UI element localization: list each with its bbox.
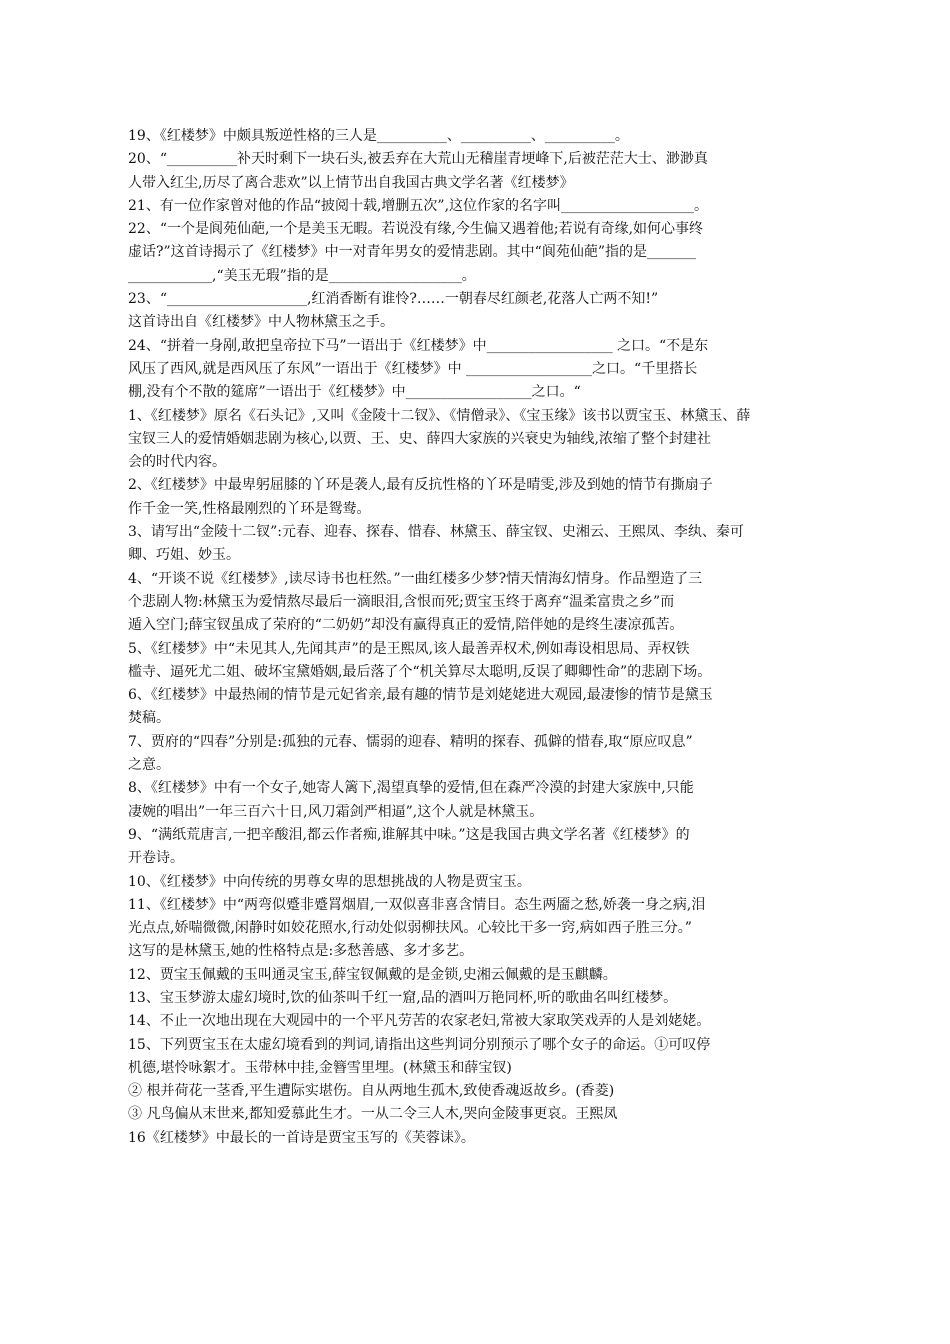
text-line: 光点点,娇喘微微,闲静时如姣花照水,行动处似弱柳扶风。心较比干多一窍,病如西子胜三分。” bbox=[128, 920, 692, 937]
text-line: 22、“一个是阆苑仙葩,一个是美玉无暇。若说没有缘,今生偏又遇着他;若说有奇缘,如何心事终 bbox=[128, 221, 704, 238]
text-line: 卿、巧姐、妙玉。 bbox=[128, 547, 240, 564]
text-line: 作千金一笑,性格最刚烈的丫环是鸳鸯。 bbox=[128, 500, 371, 517]
text-line: 11、《红楼梦》中“两弯似蹙非蹙罥烟眉,一双似喜非喜含情目。态生两靥之愁,娇袭一身之病,泪 bbox=[128, 896, 706, 913]
text-line: 24、“拼着一身剐,敢把皇帝拉下马”一语出于《红楼梦》中__________________ 之口。“不是东 bbox=[128, 337, 709, 354]
text-line: 焚稿。 bbox=[128, 710, 170, 727]
text-line: 10、《红楼梦》中向传统的男尊女卑的思想挑战的人物是贾宝玉。 bbox=[128, 873, 531, 890]
text-line: 12、贾宝玉佩戴的玉叫通灵宝玉,薛宝钗佩戴的是金锁,史湘云佩戴的是玉麒麟。 bbox=[128, 966, 617, 983]
text-line: 3、请写出“金陵十二钗”:元春、迎春、探春、惜春、林黛玉、薛宝钗、史湘云、王熙凤、李纨、秦可 bbox=[128, 524, 744, 541]
text-line: 人带入红尘,历尽了离合悲欢”以上情节出自我国古典文学名著《红楼梦》 bbox=[128, 174, 574, 191]
text-line: 15、下列贾宝玉在太虚幻境看到的判词,请指出这些判词分别预示了哪个女子的命运。①可叹停 bbox=[128, 1036, 711, 1053]
text-line: 凄婉的唱出”一年三百六十日,风刀霜剑严相逼”,这个人就是林黛玉。 bbox=[128, 803, 544, 820]
text-line: 宝钗三人的爱情婚姻悲剧为核心,以贾、王、史、薛四大家族的兴衰史为轴线,浓缩了整个封建社 bbox=[128, 430, 711, 447]
text-line: 13、宝玉梦游太虚幻境时,饮的仙茶叫千红一窟,品的酒叫万艳同杯,听的歌曲名叫红楼梦。 bbox=[128, 989, 678, 1006]
text-line: 14、不止一次地出现在大观园中的一个平凡劳苦的农家老妇,常被大家取笑戏弄的人是刘姥姥。 bbox=[128, 1013, 711, 1030]
text-line: 之意。 bbox=[128, 757, 170, 774]
text-line: 5、《红楼梦》中“未见其人,先闻其声”的是王熙凤,该人最善弄权术,例如毒设相思局、弄权铁 bbox=[128, 640, 690, 657]
text-line: 虚话?”这首诗揭示了《红楼梦》中一对青年男女的爱情悲剧。其中“阆苑仙葩”指的是_______ bbox=[128, 244, 696, 261]
text-line: ② 根并荷花一茎香,平生遭际实堪伤。自从两地生孤木,致使香魂返故乡。(香菱) bbox=[128, 1083, 615, 1100]
text-line: 16《红楼梦》中最长的一首诗是贾宝玉写的《芙蓉诔》。 bbox=[128, 1129, 475, 1146]
text-line: 20、“__________补天时剩下一块石头,被丢弃在大荒山无稽崖青埂峰下,后被茫茫大士、渺渺真 bbox=[128, 151, 708, 168]
text-line: 风压了西风,就是西风压了东风”一语出于《红楼梦》中 __________________之口。“千里搭长 bbox=[128, 360, 698, 377]
text-line: 这写的是林黛玉,她的性格特点是:多愁善感、多才多艺。 bbox=[128, 943, 474, 960]
text-line: 机德,堪怜咏絮才。玉带林中挂,金簪雪里埋。(林黛玉和薛宝钗) bbox=[128, 1059, 512, 1076]
text-line: ____________,“美玉无瑕”指的是___________________。 bbox=[128, 267, 476, 284]
text-line: 开卷诗。 bbox=[128, 850, 184, 867]
text-line: 遁入空门;薛宝钗虽成了荣府的“二奶奶”却没有赢得真正的爱情,陪伴她的是终生凄凉孤苦。 bbox=[128, 617, 684, 634]
text-line: 会的时代内容。 bbox=[128, 454, 226, 471]
text-line: 4、“开谈不说《红楼梦》,读尽诗书也枉然。”一曲红楼多少梦?情天情海幻情身。作品塑造了三 bbox=[128, 570, 703, 587]
text-line: ③ 凡鸟偏从末世来,都知爱慕此生才。一从二令三人木,哭向金陵事更哀。王熙凤 bbox=[128, 1106, 618, 1123]
text-line: 这首诗出自《红楼梦》中人物林黛玉之手。 bbox=[128, 314, 394, 331]
text-line: 23、“____________________,红消香断有谁怜?……一朝春尽红颜老,花落人亡两不知!” bbox=[128, 291, 659, 308]
text-line: 19、《红楼梦》中颇具叛逆性格的三人是__________、__________、__________。 bbox=[128, 128, 629, 144]
document-page bbox=[128, 125, 828, 1150]
text-line: 槛寺、逼死尤二姐、破坏宝黛婚姻,最后落了个“机关算尽太聪明,反误了卿卿性命”的悲剧下场。 bbox=[128, 663, 712, 680]
text-line: 1、《红楼梦》原名《石头记》,又叫《金陵十二钗》、《情僧录》、《宝玉缘》该书以贾宝玉、林黛玉、薛 bbox=[128, 407, 751, 424]
text-line: 2、《红楼梦》中最卑躬屈膝的丫环是袭人,最有反抗性格的丫环是晴雯,涉及到她的情节有撕扇子 bbox=[128, 477, 713, 494]
text-line: 棚,没有个不散的筵席”一语出于《红楼梦》中__________________之口。“ bbox=[128, 384, 581, 401]
text-line: 21、有一位作家曾对他的作品“披阅十载,增删五次”,这位作家的名字叫___________________。 bbox=[128, 197, 709, 214]
text-line: 9、“满纸荒唐言,一把辛酸泪,都云作者痴,谁解其中味。”这是我国古典文学名著《红楼梦》的 bbox=[128, 826, 690, 843]
text-line: 8、《红楼梦》中有一个女子,她寄人篱下,渴望真挚的爱情,但在森严冷漠的封建大家族中,只能 bbox=[128, 780, 694, 797]
text-line: 6、《红楼梦》中最热闹的情节是元妃省亲,最有趣的情节是刘姥姥进大观园,最凄惨的情节是黛玉 bbox=[128, 687, 713, 704]
text-line: 个悲剧人物:林黛玉为爱情熬尽最后一滴眼泪,含恨而死;贾宝玉终于离弃“温柔富贵之乡”而 bbox=[128, 593, 675, 610]
text-line: 7、贾府的“四春”分别是:孤独的元春、懦弱的迎春、精明的探春、孤僻的惜春,取“原应叹息” bbox=[128, 733, 693, 750]
